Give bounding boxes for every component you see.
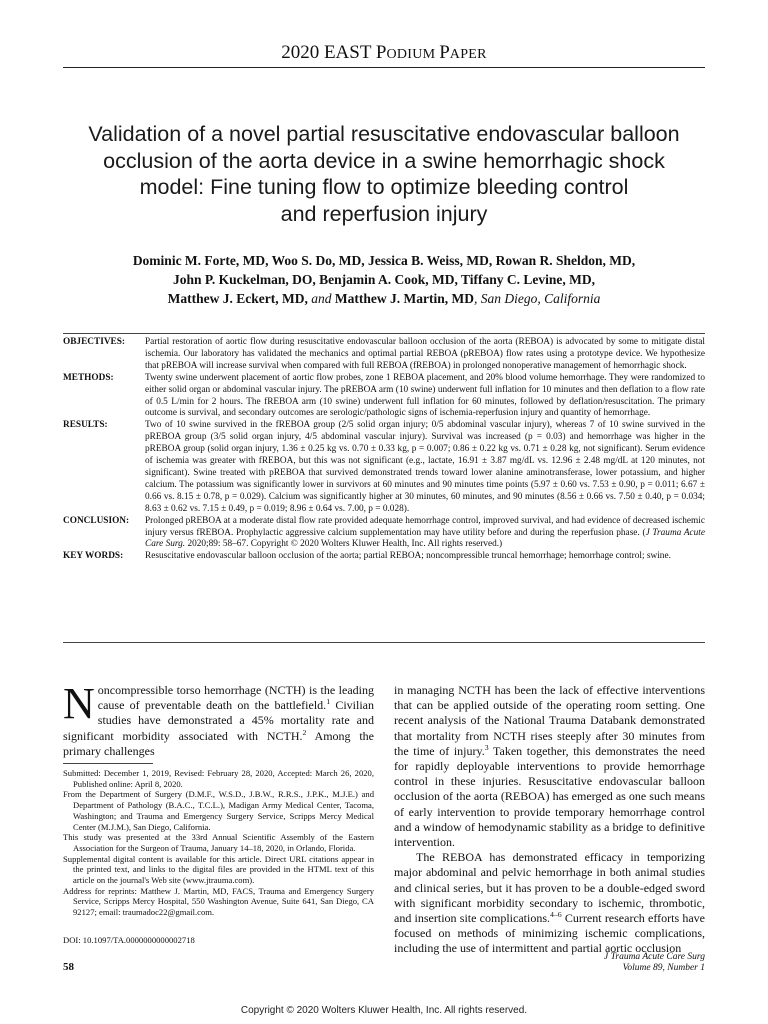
header-lead: 2020 EAST [281,42,376,63]
header-p2: P [439,42,450,63]
author-location: , San Diego, California [473,291,601,306]
header-p1: P [375,42,387,63]
reference-3[interactable]: 3 [484,742,489,752]
author-list [40,251,728,308]
header-rule [63,67,705,68]
intro-text-a: oncompressible torso hemorrhage (NCTH) is the leading cause of preventable death on the battlefield. [97,683,374,713]
title-line-1: Validation of a novel partial resuscitative endovascular balloon [88,122,680,146]
right-text-b: Taken together, this demonstrates the need for rapidly deployable interventions to provide hemorrhage control in these injuries. Resuscitative endovascular balloon occlusion of the aorta (REBOA) has emerged as one such means of early intervention to provide temporary hemorrhage control and a window of hemodynamic stability as a bridge to definitive intervention. [394,743,705,850]
header-p2-rest: APER [449,47,487,62]
header-p1-rest: ODIUM [386,47,440,62]
running-header [0,42,768,64]
footnote-rule [63,763,153,764]
conclusion-label: CONCLUSION: [63,515,130,526]
abstract-methods [63,373,705,421]
authors-line-3a: Matthew J. Eckert, MD, [167,291,312,306]
authors-and: and [311,291,332,306]
methods-label: METHODS: [63,372,114,383]
reference-4-6[interactable]: 4–6 [550,910,562,920]
intro-paragraph-1-cont [394,683,705,850]
right-text-d: Current research efforts have focused on methods of minimizing ischemic complications, including the use of intermittent and partial aortic occlusion [394,911,705,956]
intro-text-c: Among the primary challenges [63,728,374,758]
abstract-objectives [63,337,705,373]
abstract-results [63,420,705,515]
authors-line-3 [40,289,728,308]
doi[interactable]: DOI: 10.1097/TA.0000000000002718 [63,935,195,945]
note-submitted: Submitted: December 1, 2019, Revised: February 28, 2020, Accepted: March 26, 2020, Published online: April 8, 2020. [63,768,374,789]
abstract-top-rule [63,333,705,334]
abstract [63,337,705,563]
right-text-a: in managing NCTH has been the lack of effective interventions that can be applied outside of the operating room setting. One recent analysis of the National Trauma Databank demonstrated that mortality from NCTH rises steeply after 30 minutes from the time of injury. [394,683,705,758]
intro-paragraph-1 [63,679,375,759]
authors-line-3b: Matthew J. Martin, MD [331,291,474,306]
methods-text: Twenty swine underwent placement of aortic flow probes, zone 1 REBOA placement, and 20% blood volume hemorrhage. They were randomized to either solid organ or abdominal vascular injury. The pREBOA arm (10 swine) underwent full inflation for 10 minutes and then deflation to a flow rate of 0.5 L/min for 2 hours. The fREBOA arm (10 swine) underwent full inflation for 60 minutes, followed by deflation/resuscitation. The primary outcome is survival, and secondary outcomes are serologic/pathologic signs of ischemia-reperfusion injury and quantity of hemorrhage. [145,372,705,419]
right-text-c: The REBOA has demonstrated efficacy in temporizing major abdominal and pelvic hemorrhage in both animal studies and clinical series, but it has proven to be a double-edged sword with significant morbidity secondary to ischemic, thrombotic, and insertion site complications. [394,850,705,926]
abstract-conclusion [63,516,705,552]
citation-journal: J Trauma Acute Care Surg. [145,527,706,550]
reference-1[interactable]: 1 [326,697,331,707]
copyright-footer: Copyright © 2020 Wolters Kluwer Health, Inc. All rights reserved. [240,1005,528,1016]
keywords-text: Resuscitative endovascular balloon occlusion of the aorta; partial REBOA; noncompressible truncal hemorrhage; hemorrhage control; swine. [145,551,671,562]
citation-rest: 2020;89: 58–67. Copyright © 2020 Wolters Kluwer Health, Inc. All rights reserved.) [185,539,503,550]
journal-volume: Volume 89, Number 1 [622,963,705,973]
title-line-3: model: Fine tuning flow to optimize bleeding control [139,175,629,199]
authors-line-2: John P. Kuckelman, DO, Benjamin A. Cook, MD, Tiffany C. Levine, MD, [172,272,596,287]
note-supplemental: Supplemental digital content is available for this article. Direct URL citations appear in the printed text, and links to the digital files are provided in the HTML text of this article on the journal's Web site (www.jtrauma.com). [63,853,374,886]
article-notes [63,768,374,918]
body-column-right [394,683,705,957]
abstract-keywords [63,551,705,563]
title-line-2: occlusion of the aorta device in a swine hemorrhagic shock [103,148,665,173]
intro-text-b: Civilian studies have demonstrated a 45% mortality rate and significant morbidity associated with NCTH. [63,698,375,743]
conclusion-text: Prolonged pREBOA at a moderate distal flow rate provided adequate hemorrhage control, improved survival, and had evidence of decreased ischemic injury versus fREBOA. Prophylactic aggressive calcium supplementation may have utility before and during the reperfusion phase. (J Trauma Acute Care Surg. 2020;89: 58–67. Copyright © 2020 Wolters Kluwer Health, Inc. All rights reserved.) [145,515,706,550]
abstract-bottom-rule [63,642,705,643]
keywords-label: KEY WORDS: [63,551,124,562]
intro-paragraph-2 [394,850,705,956]
note-reprints: Address for reprints: Matthew J. Martin, MD, FACS, Trauma and Emergency Surgery Service, Scripps Mercy Hospital, 550 Washington Avenue, Suite 641, San Diego, CA 92127; email: traumadoc22@gmail.com. [63,885,374,918]
note-affiliations: From the Department of Surgery (D.M.F., W.S.D., J.B.W., R.R.S., J.P.K., M.J.E.) and Department of Pathology (B.A.C., T.C.L.), Madigan Army Medical Center, Tacoma, Washington; and Trauma and Emergency Surgery Service, Scripps Mercy Medical Center (M.J.M.), San Diego, California. [63,789,374,832]
drop-cap: N [63,679,95,728]
reference-2[interactable]: 2 [302,727,307,737]
results-text: Two of 10 swine survived in the fREBOA group (2/5 solid organ injury; 0/5 abdominal vascular injury), whereas 7 of 10 swine survived in the pREBOA group (3/5 solid organ injury, 4/5 abdominal vascular injury). Survival was increased (p = 0.03) and hemorrhage was higher in the pREBOA group (solid organ injury, 1.36 ± 0.25 kg vs. 0.70 ± 0.33 kg, p = 0.007; 0.86 ± 0.22 kg vs. 0.71 ± 0.28 kg, not significant). Serum evidence of ischemia was greater with fREBOA, but this was not significant (e.g., lactate, 16.91 ± 3.87 mg/dL vs. 12.96 ± 2.48 mg/dL at 120 minutes, not significant). Swine treated with pREBOA that survived demonstrated trends toward lower alanine aminotransferase, lower potassium, and higher calcium. The potassium was significantly lower in survivors at 60 minutes and 90 minutes time points (5.97 ± 0.60 vs. 7.53 ± 0.90, p = 0.011; 6.67 ± 0.66 vs. 8.15 ± 0.78, p = 0.029). Calcium was significantly higher at 30 minutes, 60 minutes, and 90 minutes (8.56 ± 0.66 vs. 7.50 ± 0.40, p = 0.034; 8.63 ± 0.62 vs. 7.15 ± 0.49, p = 0.019; 8.96 ± 0.64 vs. 7.00, p = 0.028). [145,420,705,514]
article-title [40,121,728,227]
body-column-left [63,679,375,759]
results-label: RESULTS: [63,420,108,431]
journal-name: J Trauma Acute Care Surg [604,952,705,962]
journal-info [604,952,705,974]
objectives-text: Partial restoration of aortic flow during resuscitative endovascular balloon occlusion of the aorta (REBOA) is advocated by some to mitigate distal ischemia. Our laboratory has validated the mechanics and optimal partial REBOA (pREBOA) flow rates using a prototype device. We hypothesize that pREBOA will increase survival when compared with full REBOA (fREBOA) in prolonged nonoperative management of hemorrhagic shock. [145,337,705,371]
title-line-4: and reperfusion injury [280,201,488,226]
note-presented: This study was presented at the 33rd Annual Scientific Assembly of the Eastern Association for the Surgeon of Trauma, January 14–18, 2020, in Orlando, Florida. [63,832,374,853]
objectives-label: OBJECTIVES: [63,337,125,347]
authors-line-1: Dominic M. Forte, MD, Woo S. Do, MD, Jessica B. Weiss, MD, Rowan R. Sheldon, MD, [132,253,636,268]
conclusion-body: Prolonged pREBOA at a moderate distal flow rate provided adequate hemorrhage control, improved survival, and had evidence of decreased ischemic injury versus fREBOA. Prophylactic aggressive calcium supplementation may have utility before and during the reperfusion phase. [145,515,705,538]
page-number: 58 [63,961,74,973]
